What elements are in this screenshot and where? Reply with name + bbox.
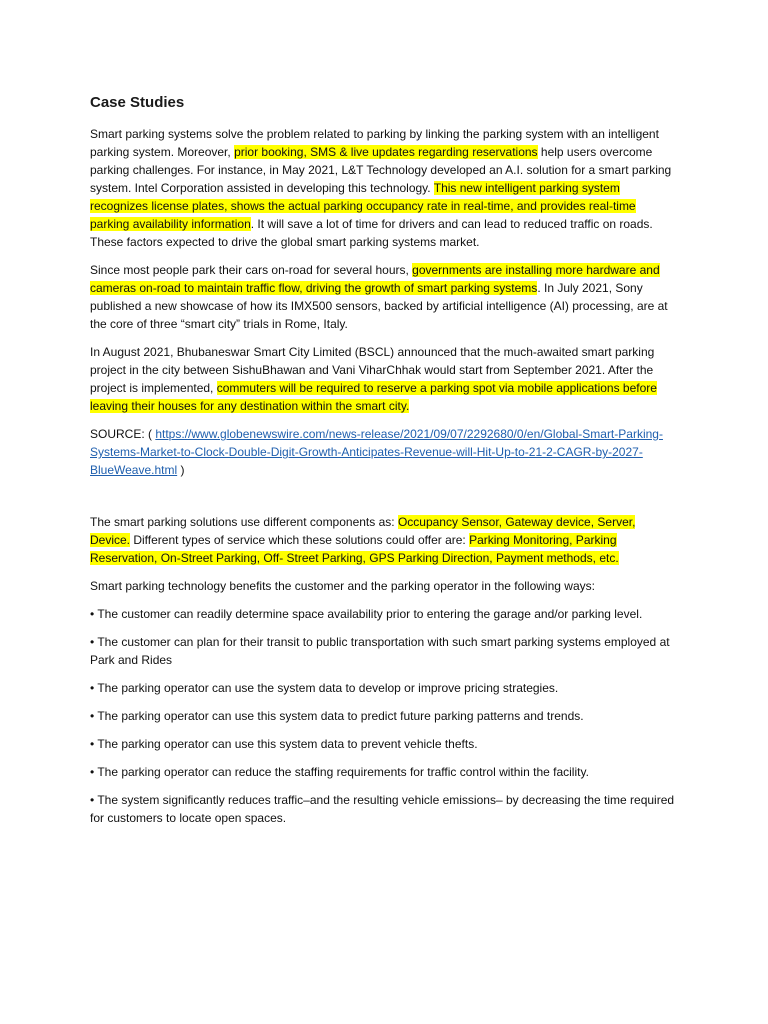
list-item: • The parking operator can use this system data to predict future parking patterns and trends. [90,709,584,723]
list-item: • The system significantly reduces traffic–and the resulting vehicle emissions– by decreasing the time required for customers to locate open spaces. [90,793,675,825]
highlighted-text: Occupancy Sensor, Gateway device, Server, Device. [90,515,636,547]
paragraph-components [90,513,678,567]
text-run: Different types of service which these solutions could offer are: [130,533,470,547]
benefits-intro: Smart parking technology benefits the customer and the parking operator in the following ways: [90,579,595,593]
page-title: Case Studies [90,94,185,111]
text-run: Smart parking systems solve the problem related to parking by linking the parking system with an intelligent parking system. Moreover, [90,127,659,159]
text-run: help users overcome parking challenges. For instance, in May 2021, L&T Technology developed an A.I. solution for a smart parking system. Intel Corporation assisted in developing this technology. [90,145,672,195]
list-item: • The customer can readily determine space availability prior to entering the garage and/or parking level. [90,607,643,621]
paragraph-smart-parking-intro [90,125,678,251]
source-citation [90,425,678,479]
list-item: • The customer can plan for their transit to public transportation with such smart parking systems employed at Park and Rides [90,635,670,667]
text-run: . In July 2021, Sony published a new showcase of how its IMX500 sensors, backed by artificial intelligence (AI) processing, are at the core of three “smart city” trials in Rome, Italy. [90,281,668,331]
source-close: ) [177,463,185,477]
paragraph-on-road-parking [90,261,678,333]
spacer [90,489,678,513]
highlighted-text: governments are installing more hardware and cameras on-road to maintain traffic flow, driving the growth of smart parking systems [90,263,660,295]
text-run: The smart parking solutions use different components as: [90,515,398,529]
text-run: In August 2021, Bhubaneswar Smart City Limited (BSCL) announced that the much-awaited smart parking project in the city between SishuBhawan and Vani ViharChhak would start from September 2021. After the project is implemented, [90,345,655,395]
list-item: • The parking operator can use the system data to develop or improve pricing strategies. [90,681,559,695]
text-run: Since most people park their cars on-road for several hours, [90,263,413,277]
highlighted-text: This new intelligent parking system recognizes license plates, shows the actual parking occupancy rate in real-time, and provides real-time parking availability information [90,181,636,231]
text-run: . It will save a lot of time for drivers and can lead to reduced traffic on roads. These factors expected to drive the global smart parking systems market. [90,217,653,249]
list-item: • The parking operator can use this system data to prevent vehicle thefts. [90,737,478,751]
highlighted-text: prior booking, SMS & live updates regarding reservations [234,145,538,159]
paragraph-bhubaneswar [90,343,678,415]
highlighted-text: commuters will be required to reserve a parking spot via mobile applications before leaving their houses for any destination within the smart city. [90,381,657,413]
source-link[interactable]: https://www.globenewswire.com/news-release/2021/09/07/2292680/0/en/Global-Smart-Parking-Systems-Market-to-Clock-Double-Digit-Growth-Anticipates-Revenue-will-Hit-Up-to-21-2-CAGR-by-2027-BlueWeave.html [90,427,663,477]
highlighted-text: Parking Monitoring, Parking Reservation, On-Street Parking, Off- Street Parking, GPS Parking Direction, Payment methods, etc. [90,533,619,565]
list-item: • The parking operator can reduce the staffing requirements for traffic control within the facility. [90,765,589,779]
source-label: SOURCE: ( [90,427,156,441]
